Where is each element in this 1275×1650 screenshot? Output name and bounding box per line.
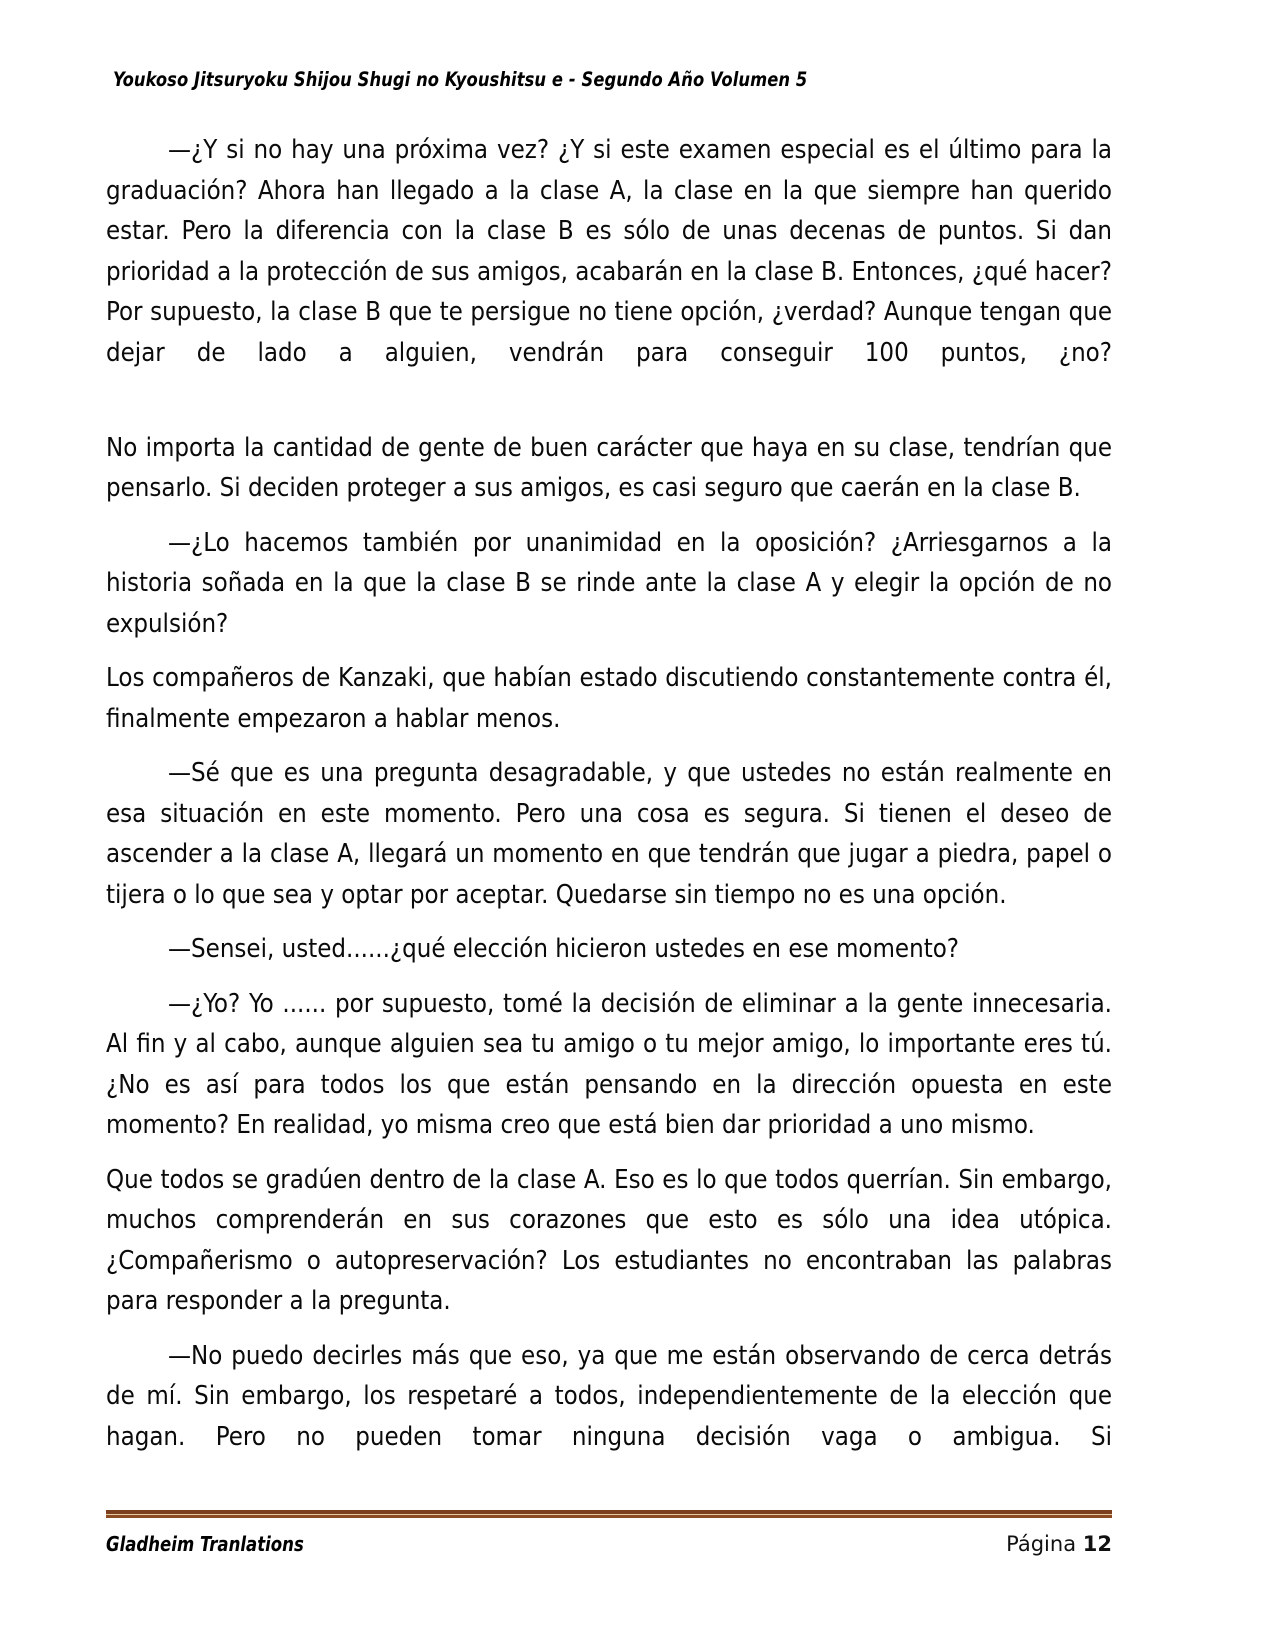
footer-divider: [106, 1510, 1112, 1518]
paragraph: —¿Y si no hay una próxima vez? ¿Y si este examen especial es el último para la graduación? Ahora han llegado a la clase A, la clase en la que siempre han querido estar. Pero la diferencia con la clase B es sólo de unas decenas de puntos. Si dan prioridad a la protección de sus amigos, acabarán en la clase B. Entonces, ¿qué hacer? Por supuesto, la clase B que te persigue no tiene opción, ¿verdad? Aunque tengan que dejar de lado a alguien, vendrán para conseguir 100 puntos, ¿no?: [106, 135, 1112, 368]
footer-translator-credit: Gladheim Tranlations: [106, 1532, 304, 1556]
paragraph: Que todos se gradúen dentro de la clase A. Eso es lo que todos querrían. Sin embargo, muchos comprenderán en sus corazones que esto es sólo una idea utópica. ¿Compañerismo o autopreservación? Los estudiantes no encontraban las palabras para responder a la pregunta.: [106, 1164, 1112, 1316]
header-title: Youkoso Jitsuryoku Shijou Shugi no Kyoushitsu e - Segundo Año Volumen 5: [113, 68, 808, 91]
paragraph: —¿Yo? Yo ...... por supuesto, tomé la decisión de eliminar a la gente innecesaria. Al fin y al cabo, aunque alguien sea tu amigo o tu mejor amigo, lo importante eres tú. ¿No es así para todos los que están pensando en la dirección opuesta en este momento? En realidad, yo misma creo que está bien dar prioridad a uno mismo.: [106, 988, 1112, 1140]
paragraph: No importa la cantidad de gente de buen carácter que haya en su clase, tendrían que pensarlo. Si deciden proteger a sus amigos, es casi seguro que caerán en la clase B.: [106, 432, 1112, 503]
paragraph: —No puedo decirles más que eso, ya que me están observando de cerca detrás de mí. Sin embargo, los respetaré a todos, independientemente de la elección que hagan. Pero no pueden tomar ninguna decisión vaga o ambigua. Si: [106, 1340, 1112, 1452]
footer-page-indicator: [1006, 1532, 1112, 1556]
page-footer: [106, 1524, 1112, 1564]
paragraph: —¿Lo hacemos también por unanimidad en la oposición? ¿Arriesgarnos a la historia soñada en la que la clase B se rinde ante la clase A y elegir la opción de no expulsión?: [106, 527, 1112, 639]
page-label: Página: [1006, 1532, 1077, 1556]
page-header: [113, 68, 1163, 94]
paragraph: —Sé que es una pregunta desagradable, y que ustedes no están realmente en esa situación en este momento. Pero una cosa es segura. Si tienen el deseo de ascender a la clase A, llegará un momento en que tendrán que jugar a piedra, papel o tijera o lo que sea y optar por aceptar. Quedarse sin tiempo no es una opción.: [106, 758, 1112, 910]
footer-divider-line-bottom: [106, 1515, 1112, 1518]
page-number: 12: [1082, 1532, 1112, 1556]
page-body: [106, 130, 1112, 1502]
paragraph: Los compañeros de Kanzaki, que habían estado discutiendo constantemente contra él, finalmente empezaron a hablar menos.: [106, 663, 1112, 734]
paragraph: —Sensei, usted......¿qué elección hicieron ustedes en ese momento?: [168, 934, 960, 964]
